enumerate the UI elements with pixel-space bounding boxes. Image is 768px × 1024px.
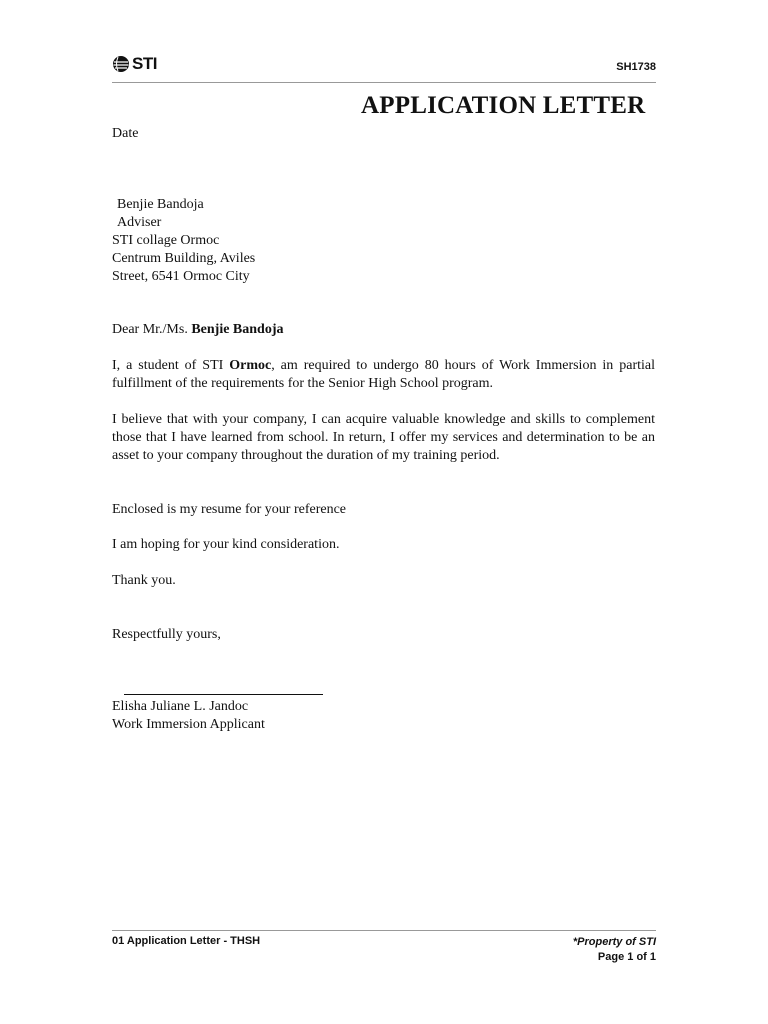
globe-icon [112, 55, 130, 73]
document-code: SH1738 [616, 61, 656, 73]
paragraph-body: I believe that with your company, I can acquire valuable knowledge and skills to complement those that I have learned from school. In return, I offer my services and determination to be an asset to your company throughout the duration of my training period. [112, 412, 655, 463]
footer-property: *Property of STI [572, 936, 656, 948]
signatory-title: Work Immersion Applicant [112, 717, 265, 732]
paragraph-intro-after: , am required to undergo 80 hours of Work Immersion in partial fulfillment of the requirements for the Senior High School program. [112, 358, 655, 391]
salutation-prefix: Dear Mr./Ms. [112, 322, 192, 337]
paragraph-thanks: Thank you. [112, 573, 176, 588]
closing: Respectfully yours, [112, 627, 221, 642]
recipient-org: STI collage Ormoc [112, 233, 220, 248]
paragraph-enclosure: Enclosed is my resume for your reference [112, 502, 347, 517]
footer-divider [112, 930, 656, 931]
salutation [112, 321, 284, 339]
recipient-address-line1: Centrum Building, Aviles [112, 251, 256, 266]
footer-doc-name: 01 Application Letter - THSH [112, 935, 261, 947]
paragraph-intro-before: I, a student of STI [112, 358, 230, 373]
date-label: Date [112, 126, 139, 141]
recipient-position: Adviser [117, 215, 162, 230]
school-name: Ormoc [229, 358, 272, 373]
signatory-name: Elisha Juliane L. Jandoc [112, 699, 249, 714]
recipient-address-line2: Street, 6541 Ormoc City [112, 269, 250, 284]
recipient-name: Benjie Bandoja [117, 197, 204, 212]
paragraph-consideration: I am hoping for your kind consideration. [112, 537, 340, 552]
logo-text: STI [132, 54, 157, 73]
signature-line [124, 694, 323, 695]
paragraph-intro [112, 357, 655, 393]
header-divider [112, 82, 656, 83]
salutation-name: Benjie Bandoja [191, 322, 284, 337]
footer-page-number: Page 1 of 1 [597, 951, 656, 963]
footer-right [573, 935, 656, 965]
sti-logo [112, 54, 157, 74]
page-title: APPLICATION LETTER [361, 92, 646, 119]
